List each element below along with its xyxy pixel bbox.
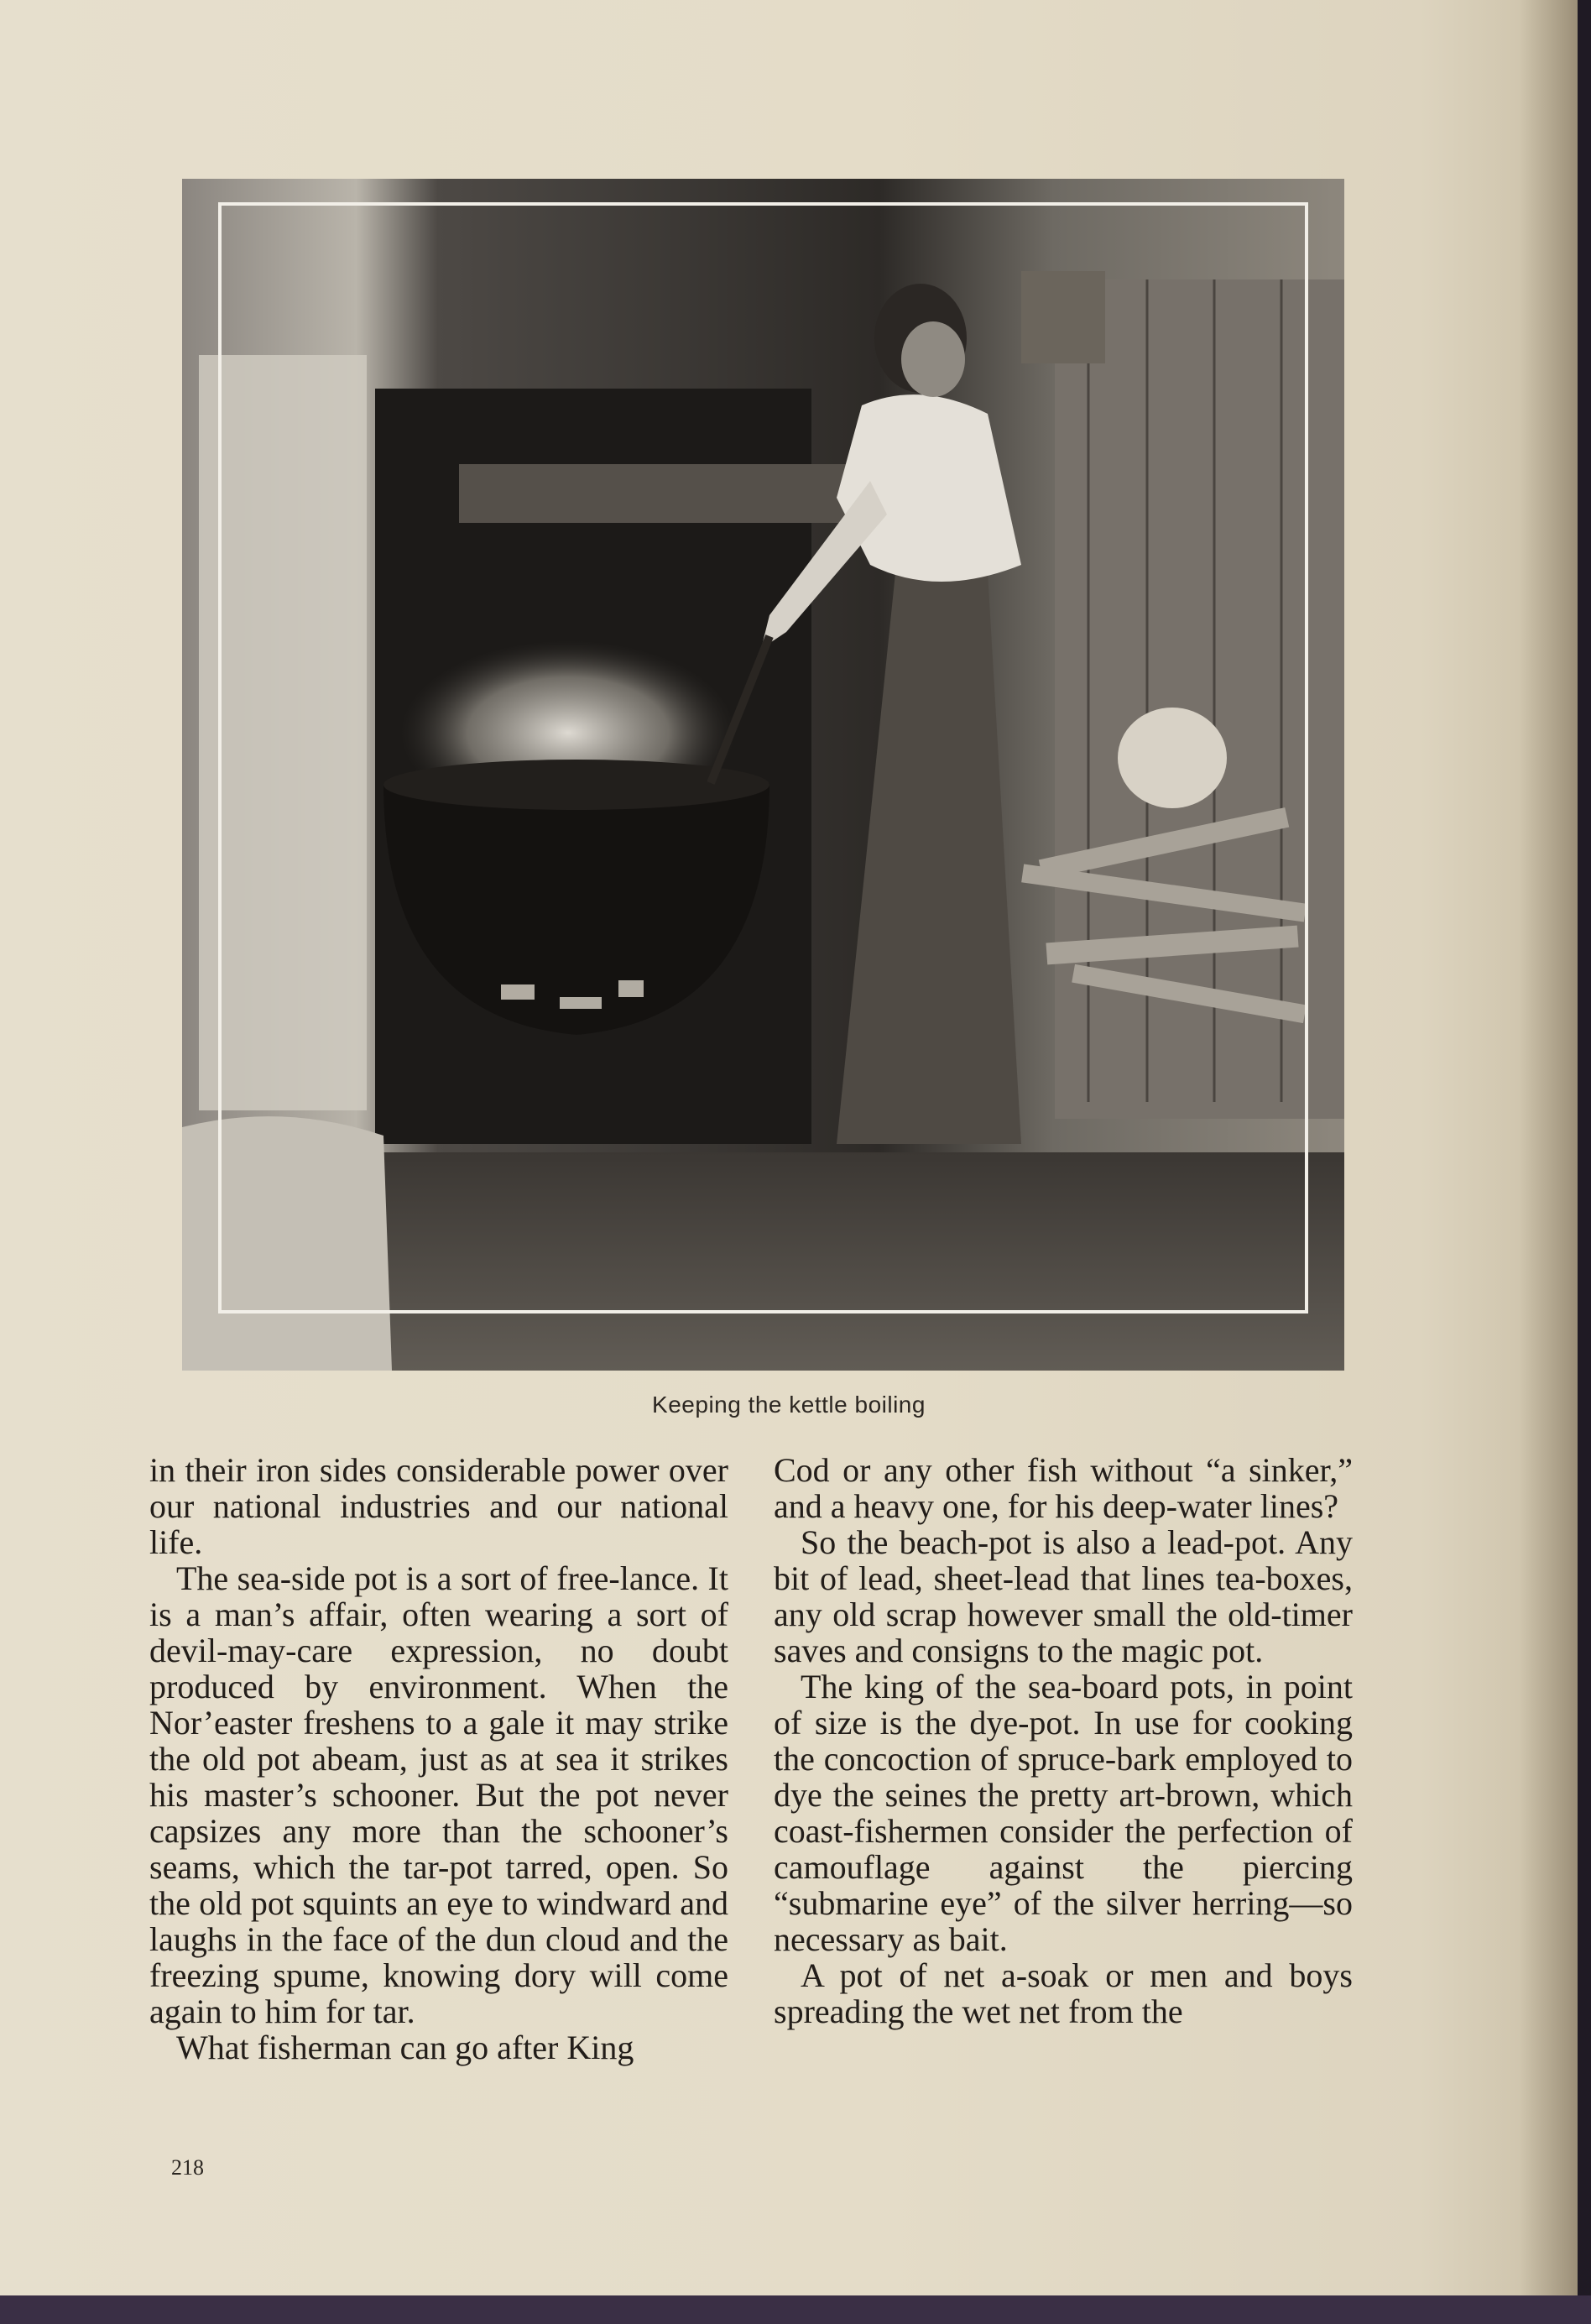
paragraph: Cod or any other fish without “a sinker,” and a heavy one, for his deep-water lines? [774,1451,1353,1525]
paragraph: A pot of net a-soak or men and boys spreading the wet net from the [774,1956,1353,2030]
paragraph: What fisherman can go after King [176,2029,634,2066]
figure-caption: Keeping the kettle boiling [652,1392,926,1418]
paragraph: So the beach-pot is also a lead-pot. Any bit of lead, sheet-lead that lines tea-boxes, any old scrap however small the old-timer saves and consigns to the magic pot. [774,1523,1353,1669]
text-column-right [774,1452,1353,2029]
page-number: 218 [171,2155,204,2180]
text-column-left [149,1452,728,2065]
page-edge-shadow [1519,0,1578,2324]
paragraph: in their iron sides considerable power over our national industries and our national life. [149,1451,728,1561]
photo-illustration [182,179,1344,1371]
photograph-woman-at-kettle [182,179,1344,1371]
paragraph: The sea-side pot is a sort of free-lance. It is a man’s affair, often wearing a sort of devil-may-care expression, no doubt produced by environment. When the Nor’easter freshens to a gale it may strike the old pot abeam, just as at sea it strikes his master’s schooner. But the pot never capsizes any more than the schooner’s seams, which the tar-pot tarred, open. So the old pot squints an eye to windward and laughs in the face of the dun cloud and the freezing spume, knowing dory will come again to him for tar. [149,1559,728,2030]
paragraph: The king of the sea-board pots, in point of size is the dye-pot. In use for cooking the concoction of spruce-bark employed to dye the seines the pretty art-brown, which coast-fishermen consider the perfection of camouflage against the piercing “submarine eye” of the silver herring—so necessary as bait. [774,1668,1353,1958]
background-surface [0,2295,1591,2324]
